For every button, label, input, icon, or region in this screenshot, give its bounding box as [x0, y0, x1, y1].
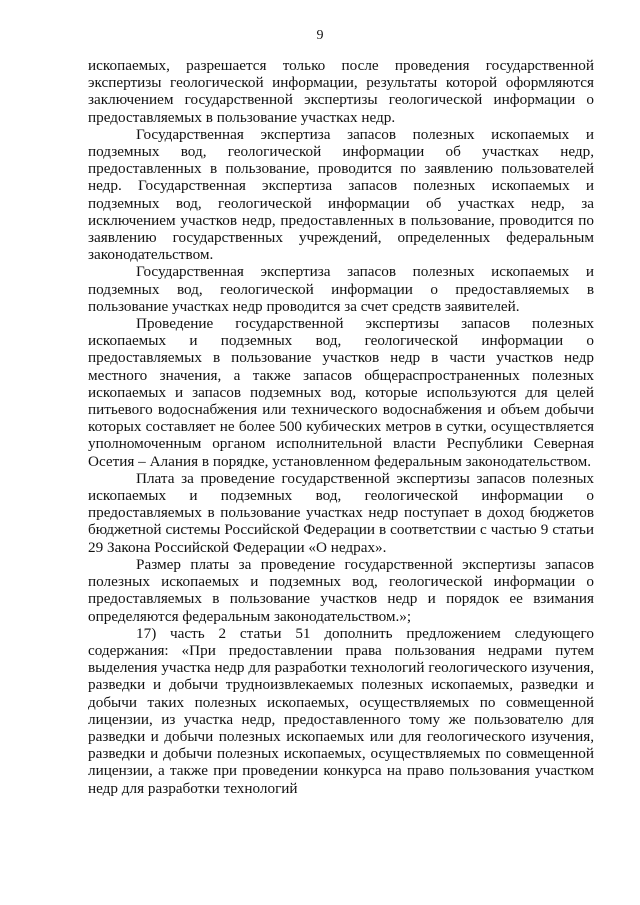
paragraph-item-17: 17) часть 2 статьи 51 дополнить предложением следующего содержания: «При предоставлении права пользования недрами путем выделения участка недр для разработки технологий геологического изучения, разведки и добычи трудноизвлекаемых полезных ископаемых, разведки и добычи таких полезных ископаемых, осуществляемых по совмещенной лицензии, из участка недр, предоставленного тому же пользователю для разведки и добычи полезных ископаемых или для геологического изучения, разведки и добычи полезных ископаемых, осуществляемых по совмещенной лицензии, а также при проведении конкурса на право пользования участком недр для разработки технологий — [88, 624, 594, 797]
paragraph-expertise-cost: Государственная экспертиза запасов полезных ископаемых и подземных вод, геологической информации о предоставляемых в пользование участках недр проводится за счет средств заявителей. — [88, 263, 594, 315]
body-text — [88, 57, 594, 797]
paragraph-fee-amount: Размер платы за проведение государственной экспертизы запасов полезных ископаемых и подземных вод, геологической информации о предоставляемых в пользование участков недр и порядок ее взимания определяются федеральным законодательством.»; — [88, 555, 594, 625]
paragraph-fee-budget: Плата за проведение государственной экспертизы запасов полезных ископаемых и подземных вод, геологической информации о предоставляемых в пользование участках недр поступает в доход бюджетов бюджетной системы Российской Федерации в соответствии с частью 9 статьи 29 Закона Российской Федерации «О недрах». — [88, 469, 594, 556]
paragraph-local-significance: Проведение государственной экспертизы запасов полезных ископаемых и подземных вод, геологической информации о предоставляемых в пользование участков недр в части участков недр местного значения, а также запасов общераспространенных полезных ископаемых и запасов подземных вод, которые используются для целей питьевого водоснабжения или технического водоснабжения и объем добычи которых составляет не более 500 кубических метров в сутки, осуществляется уполномоченным органом исполнительной власти Республики Северная Осетия – Алания в порядке, установленном федеральным законодательством. — [88, 315, 594, 470]
page-number: 9 — [316, 28, 324, 43]
paragraph-expertise-by-request: Государственная экспертиза запасов полезных ископаемых и подземных вод, геологической информации об участках недр, предоставленных в пользование, проводится по заявлению пользователей недр. Государственная экспертиза запасов полезных ископаемых и подземных вод, геологической информации об участках недр, за исключением участков недр, предоставленных в пользование, проводится по заявлению государственных учреждений, определенных федеральным законодательством. — [88, 125, 594, 264]
paragraph-continuation: ископаемых, разрешается только после проведения государственной экспертизы геологической информации, результаты которой оформляются заключением государственной экспертизы геологической информации о предоставляемых в пользование участках недр. — [88, 57, 594, 126]
